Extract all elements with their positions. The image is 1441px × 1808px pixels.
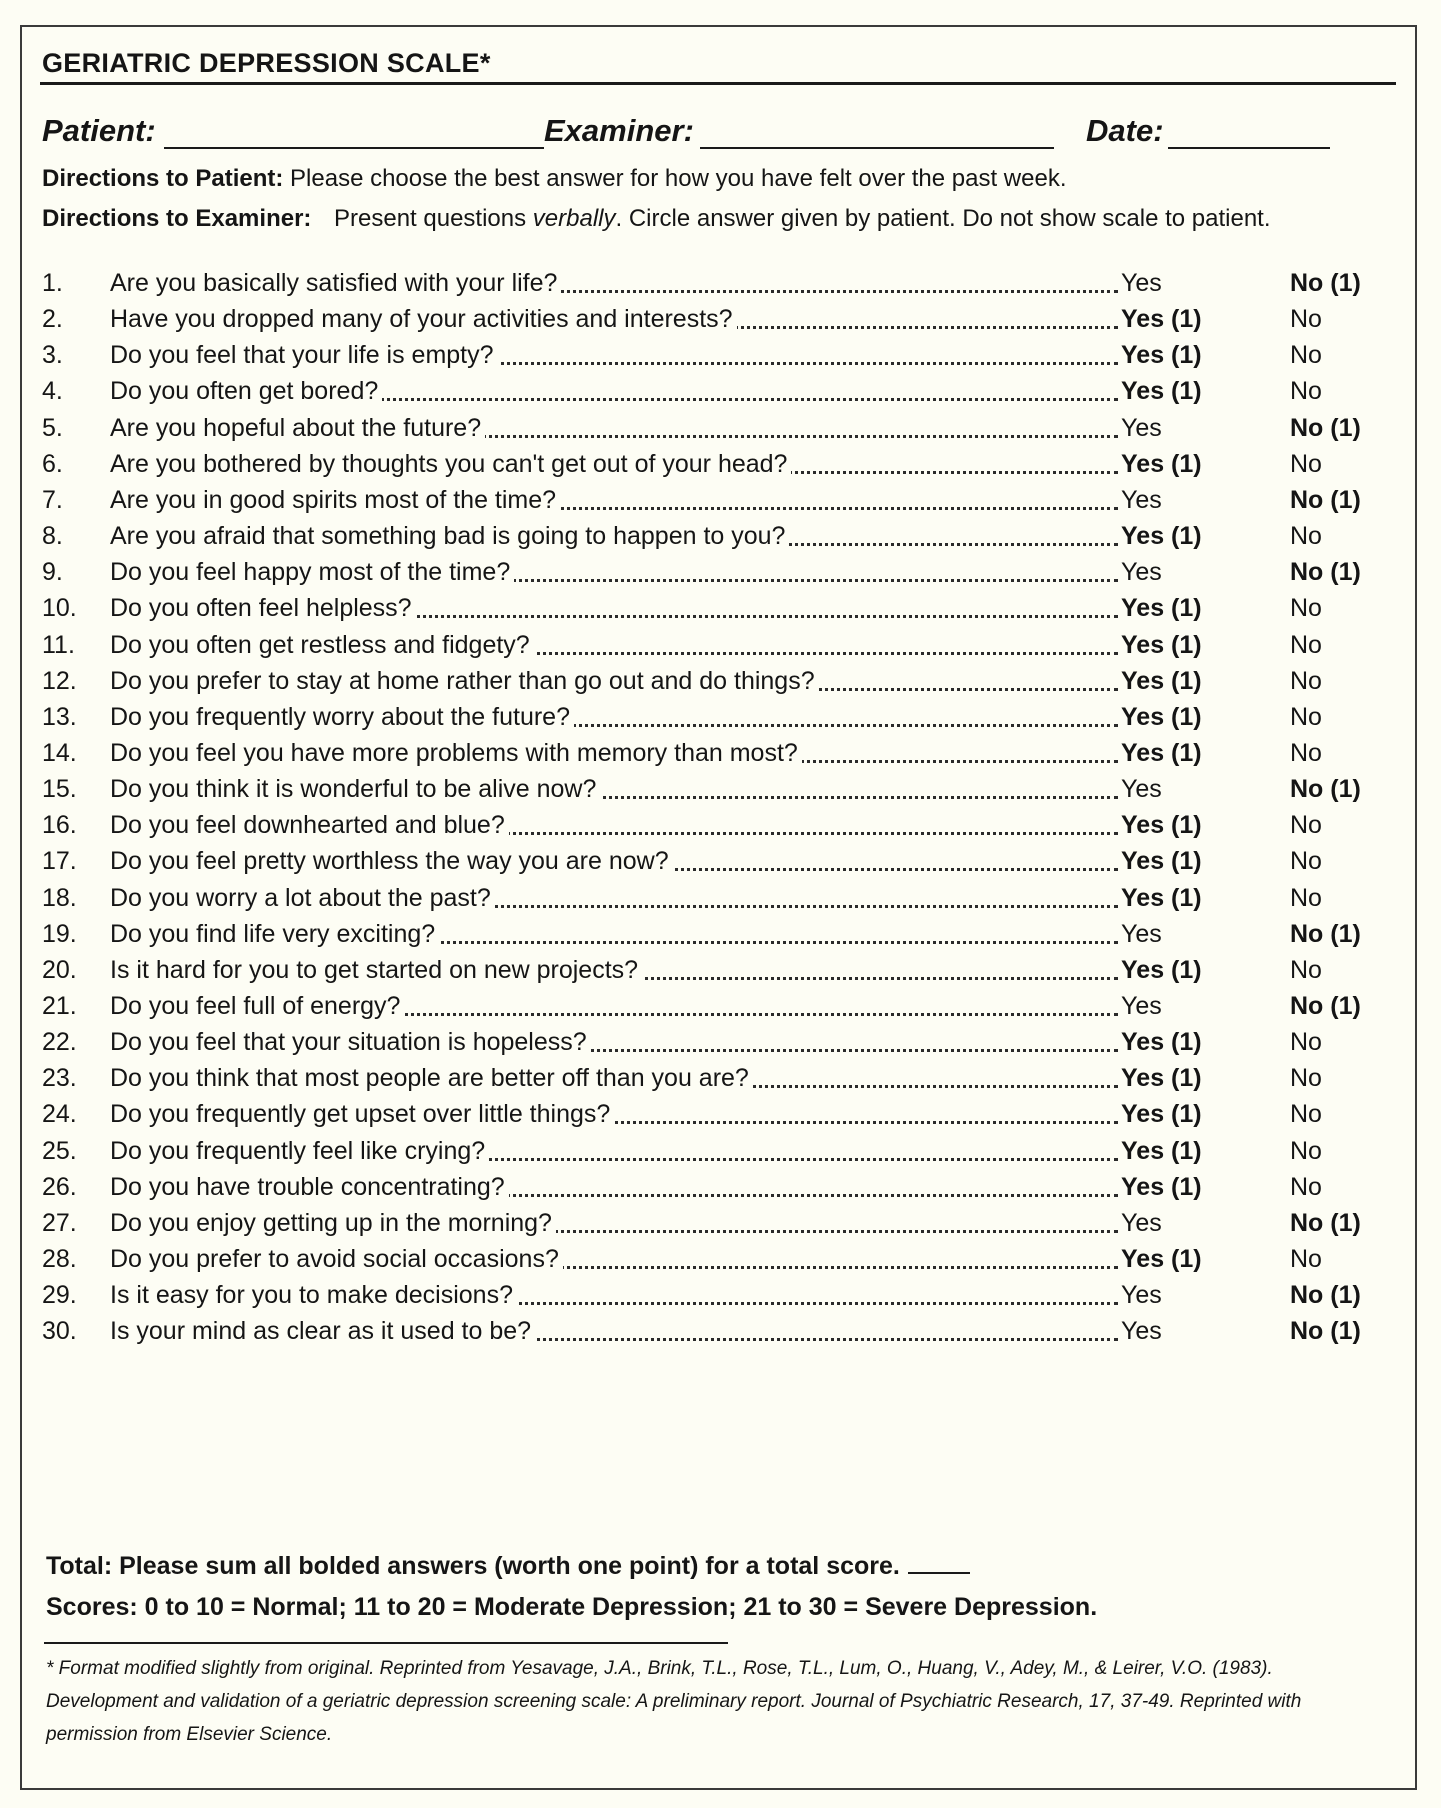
answer-yes[interactable]: Yes (1) (1121, 811, 1202, 839)
answer-no[interactable]: No (1) (1290, 414, 1361, 442)
question-row (42, 914, 1361, 954)
question-number: 17. (42, 847, 77, 875)
answer-yes[interactable]: Yes (1) (1121, 667, 1202, 695)
question-number: 10. (42, 594, 77, 622)
question-text: Do you often get bored? (110, 377, 382, 405)
question-number: 4. (42, 377, 63, 405)
question-text-wrap (110, 733, 1118, 773)
question-row (42, 1311, 1361, 1351)
answer-no[interactable]: No (1290, 811, 1322, 839)
question-row (42, 733, 1342, 773)
answer-no[interactable]: No (1290, 884, 1322, 912)
directions-patient (42, 162, 1066, 196)
answer-yes[interactable]: Yes (1121, 1281, 1162, 1309)
question-text: Do you feel full of energy? (110, 992, 404, 1020)
question-row (42, 1022, 1342, 1062)
question-text: Do you often get restless and fidgety? (110, 631, 534, 659)
patient-field[interactable] (164, 147, 544, 149)
answer-yes[interactable]: Yes (1) (1121, 1137, 1202, 1165)
question-number: 1. (42, 269, 63, 297)
question-text: Have you dropped many of your activities and interests? (110, 305, 737, 333)
question-number: 29. (42, 1281, 77, 1309)
question-text-wrap (110, 299, 1118, 339)
answer-yes[interactable]: Yes (1121, 414, 1162, 442)
answer-no[interactable]: No (1290, 847, 1322, 875)
question-number: 12. (42, 667, 77, 695)
question-text-wrap (110, 263, 1118, 303)
answer-yes[interactable]: Yes (1) (1121, 847, 1202, 875)
footnote-text-end: 37-49. Reprinted with permission from Elsevier Science. (46, 1691, 1302, 1745)
question-text-wrap (110, 1131, 1118, 1171)
answer-no[interactable]: No (1290, 739, 1322, 767)
footnote (46, 1652, 1386, 1751)
answer-no[interactable]: No (1290, 1064, 1322, 1092)
answer-yes[interactable]: Yes (1) (1121, 341, 1202, 369)
question-row (42, 841, 1342, 881)
question-text-wrap (110, 950, 1118, 990)
question-text-wrap (110, 986, 1118, 1026)
question-row (42, 408, 1361, 448)
question-row (42, 299, 1342, 339)
answer-yes[interactable]: Yes (1121, 486, 1162, 514)
question-text: Do you frequently feel like crying? (110, 1137, 489, 1165)
answer-no[interactable]: No (1290, 377, 1322, 405)
directions-patient-label: Directions to Patient: (42, 165, 284, 192)
answer-no[interactable]: No (1290, 522, 1322, 550)
question-number: 25. (42, 1137, 77, 1165)
question-text: Do you prefer to stay at home rather than go out and do things? (110, 667, 819, 695)
question-number: 11. (42, 631, 75, 659)
date-field[interactable] (1168, 147, 1330, 149)
question-number: 9. (42, 558, 63, 586)
question-row (42, 805, 1342, 845)
question-text-wrap (110, 1094, 1118, 1134)
question-row (42, 769, 1361, 809)
question-row (42, 986, 1361, 1026)
question-text-wrap (110, 769, 1118, 809)
directions-patient-text: Please choose the best answer for how you have felt over the past week. (290, 165, 1067, 192)
question-row (42, 697, 1342, 737)
question-number: 22. (42, 1028, 77, 1056)
answer-yes[interactable]: Yes (1) (1121, 522, 1202, 550)
question-number: 19. (42, 920, 77, 948)
question-text-wrap (110, 841, 1118, 881)
question-row (42, 1131, 1342, 1171)
answer-no[interactable]: No (1290, 594, 1322, 622)
question-text-wrap (110, 588, 1118, 628)
answer-yes[interactable]: Yes (1) (1121, 631, 1202, 659)
answer-yes[interactable]: Yes (1) (1121, 703, 1202, 731)
question-row (42, 588, 1342, 628)
question-number: 28. (42, 1245, 77, 1273)
total-line (46, 1552, 970, 1581)
answer-no[interactable]: No (1290, 1100, 1322, 1128)
question-row (42, 552, 1361, 592)
answer-no[interactable]: No (1290, 703, 1322, 731)
answer-yes[interactable]: Yes (1) (1121, 1245, 1202, 1273)
question-text: Are you basically satisfied with your life? (110, 269, 561, 297)
question-text: Is it hard for you to get started on new projects? (110, 956, 642, 984)
answer-yes[interactable]: Yes (1121, 269, 1162, 297)
question-text-wrap (110, 1311, 1118, 1351)
answer-yes[interactable]: Yes (1121, 1209, 1162, 1237)
question-number: 18. (42, 884, 77, 912)
question-row (42, 480, 1361, 520)
form-title: GERIATRIC DEPRESSION SCALE* (42, 48, 491, 78)
question-text: Do you think it is wonderful to be alive now? (110, 775, 600, 803)
question-text: Do you enjoy getting up in the morning? (110, 1209, 556, 1237)
question-text-wrap (110, 1167, 1118, 1207)
question-number: 5. (42, 414, 63, 442)
question-text-wrap (110, 1239, 1118, 1279)
question-text-wrap (110, 625, 1118, 665)
examiner-label: Examiner: (544, 113, 694, 148)
question-number: 21. (42, 992, 77, 1020)
answer-yes[interactable]: Yes (1) (1121, 1028, 1202, 1056)
question-row (42, 878, 1342, 918)
answer-no[interactable]: No (1290, 1245, 1322, 1273)
answer-yes[interactable]: Yes (1121, 992, 1162, 1020)
question-text-wrap (110, 552, 1118, 592)
question-row (42, 371, 1342, 411)
answer-no[interactable]: No (1) (1290, 1317, 1361, 1345)
answer-no[interactable]: No (1290, 956, 1322, 984)
question-text: Do you feel pretty worthless the way you are now? (110, 847, 673, 875)
answer-yes[interactable]: Yes (1) (1121, 305, 1202, 333)
question-text: Is your mind as clear as it used to be? (110, 1317, 535, 1345)
question-text: Are you hopeful about the future? (110, 414, 485, 442)
question-row (42, 335, 1342, 375)
answer-no[interactable]: No (1) (1290, 269, 1361, 297)
question-text-wrap (110, 444, 1118, 484)
question-text: Are you in good spirits most of the time? (110, 486, 560, 514)
question-text-wrap (110, 1022, 1118, 1062)
question-text-wrap (110, 371, 1118, 411)
question-row (42, 661, 1342, 701)
question-number: 14. (42, 739, 77, 767)
total-score-field[interactable] (908, 1572, 970, 1574)
question-text-wrap (110, 697, 1118, 737)
question-number: 20. (42, 956, 77, 984)
question-text-wrap (110, 516, 1118, 556)
answer-yes[interactable]: Yes (1) (1121, 1064, 1202, 1092)
answer-no[interactable]: No (1290, 667, 1322, 695)
question-number: 2. (42, 305, 63, 333)
answer-no[interactable]: No (1) (1290, 1281, 1361, 1309)
directions-examiner-label-wrap (42, 202, 311, 236)
answer-yes[interactable]: Yes (1) (1121, 956, 1202, 984)
question-row (42, 1275, 1361, 1315)
question-row (42, 1203, 1361, 1243)
question-row (42, 950, 1342, 990)
question-text: Do you prefer to avoid social occasions? (110, 1245, 563, 1273)
answer-no[interactable]: No (1) (1290, 1209, 1361, 1237)
answer-yes[interactable]: Yes (1) (1121, 594, 1202, 622)
answer-yes[interactable]: Yes (1) (1121, 1100, 1202, 1128)
question-text: Do you think that most people are better off than you are? (110, 1064, 753, 1092)
answer-yes[interactable]: Yes (1) (1121, 739, 1202, 767)
question-text: Do you feel that your life is empty? (110, 341, 498, 369)
question-row (42, 1239, 1342, 1279)
answer-no[interactable]: No (1290, 341, 1322, 369)
question-text: Do you frequently worry about the future? (110, 703, 574, 731)
question-row (42, 444, 1342, 484)
examiner-field[interactable] (700, 147, 1054, 149)
header-fields (42, 113, 1342, 153)
patient-label: Patient: (42, 113, 156, 148)
answer-no[interactable]: No (1290, 631, 1322, 659)
answer-no[interactable]: No (1290, 450, 1322, 478)
question-row (42, 625, 1342, 665)
question-number: 15. (42, 775, 77, 803)
question-number: 23. (42, 1064, 77, 1092)
answer-no[interactable]: No (1290, 1173, 1322, 1201)
question-text: Do you have trouble concentrating? (110, 1173, 509, 1201)
answer-no[interactable]: No (1) (1290, 775, 1361, 803)
answer-yes[interactable]: Yes (1121, 775, 1162, 803)
question-text: Do you worry a lot about the past? (110, 884, 495, 912)
question-number: 7. (42, 486, 63, 514)
question-text-wrap (110, 805, 1118, 845)
answer-no[interactable]: No (1290, 305, 1322, 333)
question-text-wrap (110, 661, 1118, 701)
answer-yes[interactable]: Yes (1) (1121, 1173, 1202, 1201)
question-text: Do you find life very exciting? (110, 920, 439, 948)
directions-examiner-text-em: verbally (532, 205, 616, 232)
question-number: 27. (42, 1209, 77, 1237)
answer-no[interactable]: No (1) (1290, 486, 1361, 514)
question-number: 26. (42, 1173, 77, 1201)
answer-yes[interactable]: Yes (1121, 1317, 1162, 1345)
question-text-wrap (110, 1203, 1118, 1243)
question-number: 6. (42, 450, 63, 478)
question-number: 3. (42, 341, 63, 369)
title-underline (40, 82, 1396, 85)
question-number: 24. (42, 1100, 77, 1128)
answer-no[interactable]: No (1) (1290, 558, 1361, 586)
directions-examiner-label: Directions to Examiner: (42, 205, 312, 232)
question-text: Do you frequently get upset over little things? (110, 1100, 614, 1128)
question-number: 30. (42, 1317, 77, 1345)
question-text-wrap (110, 1058, 1118, 1098)
footnote-journal: Journal of Psychiatric Research, 17, (811, 1691, 1116, 1712)
question-text: Do you feel that your situation is hopeless? (110, 1028, 591, 1056)
question-text-wrap (110, 1275, 1118, 1315)
answer-no[interactable]: No (1290, 1028, 1322, 1056)
question-text: Do you feel you have more problems with memory than most? (110, 739, 802, 767)
question-text-wrap (110, 335, 1118, 375)
question-text: Do you feel downhearted and blue? (110, 811, 509, 839)
directions-examiner-text-pre: Present questions (334, 205, 533, 232)
question-text-wrap (110, 408, 1118, 448)
footnote-rule (44, 1642, 728, 1644)
question-row (42, 516, 1342, 556)
answer-yes[interactable]: Yes (1121, 558, 1162, 586)
answer-no[interactable]: No (1) (1290, 920, 1361, 948)
question-text: Are you bothered by thoughts you can't get out of your head? (110, 450, 791, 478)
answer-no[interactable]: No (1290, 1137, 1322, 1165)
question-text-wrap (110, 914, 1118, 954)
answer-no[interactable]: No (1) (1290, 992, 1361, 1020)
question-row (42, 263, 1361, 303)
total-label: Total: Please sum all bolded answers (worth one point) for a total score. (46, 1552, 900, 1580)
date-label: Date: (1086, 113, 1164, 148)
footnote-text: * Format modified slightly from original. Reprinted from Yesavage, J.A., Brink, T.L., Rose, T.L., Lum, O., Huang, V., Adey, M., & Leirer, V.O. (1983). Development and validation of a geriatric depression screening scale: A preliminary report. (46, 1658, 1273, 1712)
question-text: Do you often feel helpless? (110, 594, 416, 622)
directions-examiner-text (334, 202, 1294, 236)
answer-yes[interactable]: Yes (1) (1121, 884, 1202, 912)
question-text-wrap (110, 878, 1118, 918)
question-text: Is it easy for you to make decisions? (110, 1281, 517, 1309)
answer-yes[interactable]: Yes (1) (1121, 377, 1202, 405)
question-row (42, 1167, 1342, 1207)
question-number: 16. (42, 811, 77, 839)
question-text: Are you afraid that something bad is going to happen to you? (110, 522, 789, 550)
question-number: 13. (42, 703, 77, 731)
question-row (42, 1094, 1342, 1134)
question-text-wrap (110, 480, 1118, 520)
question-row (42, 1058, 1342, 1098)
question-text: Do you feel happy most of the time? (110, 558, 514, 586)
answer-yes[interactable]: Yes (1121, 920, 1162, 948)
scores-legend: Scores: 0 to 10 = Normal; 11 to 20 = Moderate Depression; 21 to 30 = Severe Depression. (46, 1593, 1098, 1621)
question-number: 8. (42, 522, 63, 550)
directions-examiner-text-post: . Circle answer given by patient. Do not show scale to patient. (615, 205, 1271, 232)
answer-yes[interactable]: Yes (1) (1121, 450, 1202, 478)
